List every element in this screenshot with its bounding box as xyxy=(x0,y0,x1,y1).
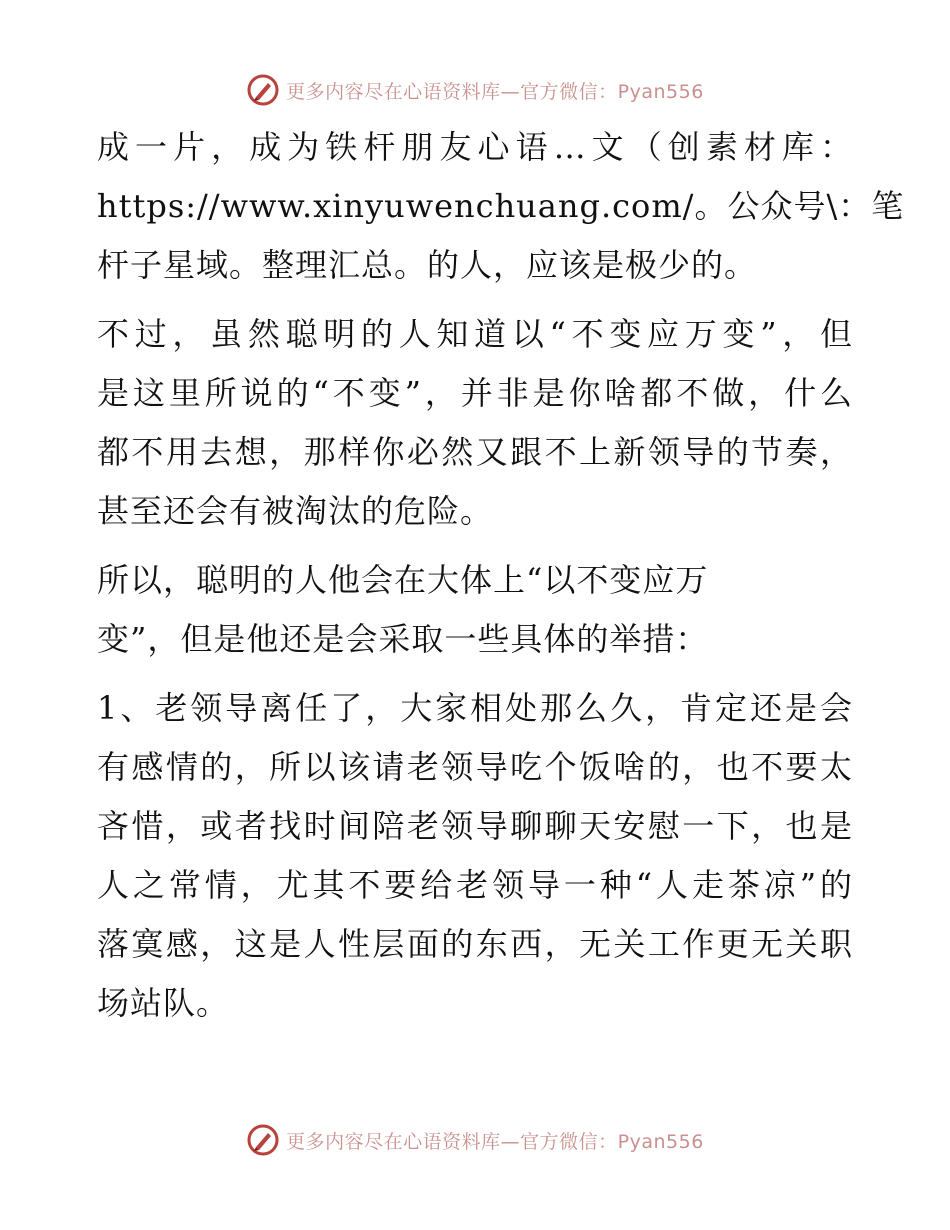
text-line: 吝惜，或者找时间陪老领导聊聊天安慰一下，也是 xyxy=(97,807,853,845)
text-line: https://www.xinyuwenchuang.com/。公众号\：笔 xyxy=(97,187,905,225)
text-line: 人之常情，尤其不要给老领导一种“人走茶凉”的 xyxy=(97,866,853,904)
text-line: 是这里所说的“不变”，并非是你啥都不做，什么 xyxy=(97,374,853,412)
text-line: 所以，聪明的人他会在大体上“以不变应万 xyxy=(97,561,709,599)
document-body xyxy=(97,118,905,1033)
text-line: 不过，虽然聪明的人知道以“不变应万变”，但 xyxy=(97,315,853,353)
text-line: 甚至还会有被淘汰的危险。 xyxy=(97,492,494,530)
banner-text: 更多内容尽在心语资料库—官方微信：Pyan556 xyxy=(286,1130,704,1153)
banner-text: 更多内容尽在心语资料库—官方微信：Pyan556 xyxy=(286,80,704,103)
pen-logo-icon xyxy=(246,1123,280,1157)
text-line: 杆子星域。整理汇总。的人，应该是极少的。 xyxy=(97,246,758,284)
text-line: 有感情的，所以该请老领导吃个饭啥的，也不要太 xyxy=(97,748,853,786)
text-line: 落寞感，这是人性层面的东西，无关工作更无关职 xyxy=(97,925,853,963)
pen-logo-icon xyxy=(246,73,280,107)
header-banner xyxy=(0,70,950,110)
paragraph-1 xyxy=(97,118,905,295)
paragraph-3 xyxy=(97,551,853,669)
paragraph-4 xyxy=(97,679,853,1033)
text-line: 都不用去想，那样你必然又跟不上新领导的节奏， xyxy=(97,433,853,471)
text-line: 变”，但是他还是会采取一些具体的举措： xyxy=(97,620,709,658)
text-line: 场站队。 xyxy=(97,984,230,1022)
text-line: 1、老领导离任了，大家相处那么久，肯定还是会 xyxy=(97,689,853,727)
text-line: 成一片，成为铁杆朋友心语…文（创素材库： xyxy=(97,128,853,166)
paragraph-2 xyxy=(97,305,853,541)
footer-banner xyxy=(0,1120,950,1160)
